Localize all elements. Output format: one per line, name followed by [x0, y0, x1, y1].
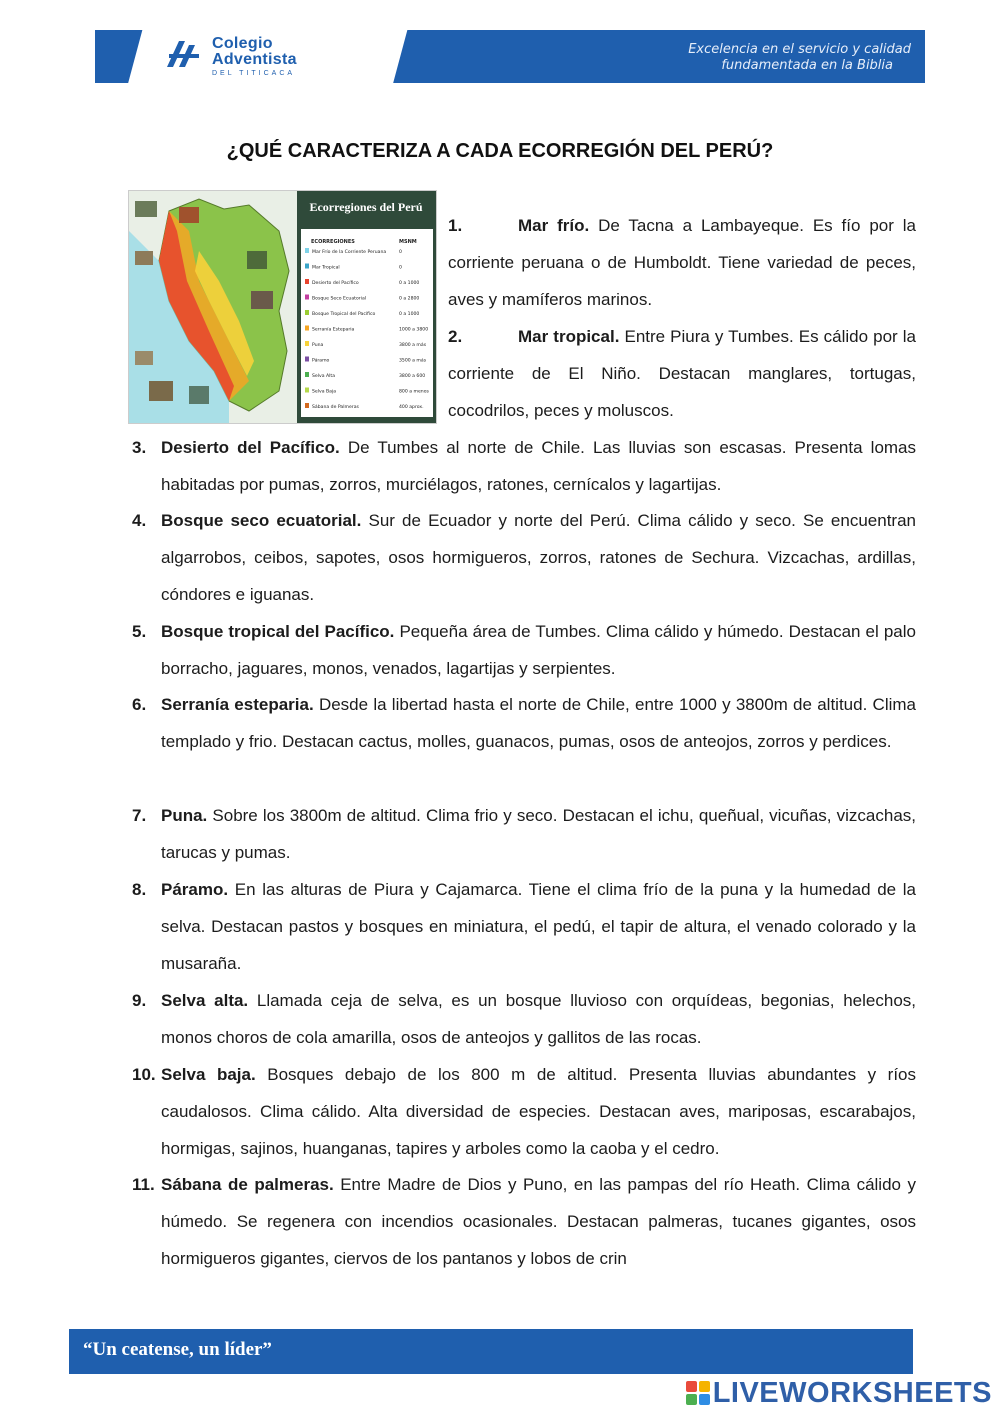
item-title: Mar frío.	[518, 216, 590, 235]
item-text: Bosques debajo de los 800 m de altitud. Presenta lluvias abundantes y ríos caudalosos. Clima cálido. Alta diversidad de especies. Destacan aves, mariposas, escarabajos, hormigas, sajinos, huanganas, tapires y arboles como la caoba y el cedro.	[161, 1065, 917, 1158]
item-text: Sur de Ecuador y norte del Perú. Clima cálido y seco. Se encuentran algarrobos, ceibos, sapotes, osos hormigueros, zorros, ratones de Sechura. Vizcachas, ardillas, cóndores e iguanas.	[161, 511, 916, 604]
item-title: Bosque seco ecuatorial.	[161, 511, 362, 530]
legend-label: Selva Baja	[312, 389, 337, 395]
legend-swatch	[305, 279, 309, 284]
school-name	[212, 36, 297, 77]
legend-label: Mar Frío de la Corriente Peruana	[312, 250, 387, 255]
item-number: 3.	[132, 438, 147, 457]
legend-label: Desierto del Pacífico	[312, 281, 359, 286]
legend-altitude: 3800 a 600	[399, 374, 426, 379]
item-text: De Tacna a Lambayeque. Es fío por la corriente peruana o de Humboldt. Tiene variedad de peces, aves y mamíferos marinos.	[448, 216, 917, 309]
legend-swatch	[305, 357, 309, 362]
footer-slogan: “Un ceatense, un líder”	[83, 1339, 272, 1360]
footer-banner	[69, 1329, 913, 1374]
school-name-line1: Colegio	[212, 35, 273, 52]
legend-label: Bosque Tropical del Pacífico	[312, 312, 376, 317]
legend-swatch	[305, 403, 309, 408]
item-number: 11.	[132, 1175, 155, 1194]
item-number: 6.	[132, 695, 147, 714]
item-text: Pequeña área de Tumbes. Clima cálido y húmedo. Destacan el palo borracho, jaguares, monos, venados, lagartijas y serpientes.	[161, 622, 916, 678]
legend-label: Serranía Esteparia	[312, 327, 355, 333]
header-motto	[611, 42, 911, 74]
legend-altitude: 3500 a más	[399, 358, 427, 364]
item-number: 9.	[132, 991, 147, 1010]
legend-swatch	[305, 341, 309, 346]
legend-label: Páramo	[312, 358, 330, 364]
list-item	[448, 207, 916, 318]
legend-label: Selva Alta	[312, 374, 336, 379]
header-banner	[95, 30, 925, 83]
item-title: Puna.	[161, 806, 208, 825]
list-item	[132, 797, 916, 871]
item-title: Desierto del Pacífico.	[161, 438, 340, 457]
list-item	[132, 686, 916, 760]
school-name-line2: Adventista	[212, 51, 297, 68]
legend-altitude: 800 a menos	[399, 389, 429, 395]
item-number: 5.	[132, 622, 147, 641]
liveworksheets-logo[interactable]	[686, 1376, 992, 1410]
motto-line2: fundamentada en la Biblia	[721, 58, 893, 73]
ecoregions-map-image	[128, 190, 437, 424]
legend-swatch	[305, 372, 309, 377]
list-item	[132, 613, 916, 687]
item-title: Selva baja.	[161, 1065, 256, 1084]
legend-altitude: 3800 a más	[399, 343, 427, 348]
item-title: Mar tropical.	[518, 327, 620, 346]
item-title: Bosque tropical del Pacífico.	[161, 622, 395, 641]
item-number: 2.	[448, 327, 463, 346]
item-title: Sábana de palmeras.	[161, 1175, 334, 1194]
list-item	[132, 429, 916, 503]
item-number: 4.	[132, 511, 147, 530]
item-title: Selva alta.	[161, 991, 249, 1010]
item-text: En las alturas de Piura y Cajamarca. Tiene el clima frío de la puna y la humedad de la selva. Destacan pastos y bosques en miniatura, el pedú, el tapir de altura, el venado colorado y la musaraña.	[161, 880, 916, 973]
school-name-line3: DEL TITICACA	[212, 70, 296, 77]
legend-label: Mar Tropical	[312, 265, 340, 271]
legend-swatch	[305, 295, 309, 300]
item-title: Páramo.	[161, 880, 229, 899]
item-number: 8.	[132, 880, 147, 899]
item-number: 7.	[132, 806, 147, 825]
item-number: 10.	[132, 1065, 156, 1084]
item-text: Entre Madre de Dios y Puno, en las pampas del río Heath. Clima cálido y húmedo. Se regenera con incendios ocasionales. Destacan palmeras, tucanes gigantes, osos hormigueros gigantes, ciervos de los pantanos y lobos de crin	[161, 1175, 916, 1268]
item-title: Serranía esteparia.	[161, 695, 314, 714]
liveworksheets-icon	[686, 1381, 710, 1405]
legend-swatch	[305, 248, 309, 253]
legend-swatch	[305, 326, 309, 331]
map-col-msnm: MSNM	[399, 239, 417, 245]
liveworksheets-brand: LIVEWORKSHEETS	[712, 1376, 992, 1409]
map-col-ecoregions: ECORREGIONES	[311, 239, 355, 245]
map-title: Ecorregiones del Perú	[309, 200, 423, 214]
item-text: Llamada ceja de selva, es un bosque lluvioso con orquídeas, begonias, helechos, monos choros de cola amarilla, osos de anteojos y gallitos de las rocas.	[161, 991, 916, 1047]
item-text: Sobre los 3800m de altitud. Clima frio y seco. Destacan el ichu, queñual, vicuñas, vizcachas, tarucas y pumas.	[161, 806, 916, 862]
legend-altitude: 0 a 1000	[399, 281, 420, 286]
item-text: Entre Piura y Tumbes. Es cálido por la corriente de El Niño. Destacan manglares, tortugas, cocodrilos, peces y moluscos.	[448, 327, 916, 420]
legend-altitude: 0 a 2800	[399, 296, 420, 302]
legend-altitude: 1000 a 3800	[399, 327, 429, 333]
legend-altitude: 400 aprox.	[399, 405, 424, 410]
legend-swatch	[305, 388, 309, 393]
list-item	[132, 871, 916, 982]
motto-line1: Excelencia en el servicio y calidad	[688, 42, 911, 57]
legend-label: Sábana de Palmeras	[312, 405, 359, 410]
legend-altitude: 0	[399, 265, 402, 271]
ecoregions-map-svg	[129, 191, 436, 423]
list-item	[132, 1166, 916, 1277]
list-item	[132, 1056, 916, 1167]
legend-swatch	[305, 310, 309, 315]
legend-swatch	[305, 264, 309, 269]
legend-altitude: 0 a 1000	[399, 312, 420, 317]
item-number: 1.	[448, 216, 463, 235]
school-logo-icon	[165, 39, 201, 69]
legend-altitude: 0	[399, 250, 402, 255]
item-text: Desde la libertad hasta el norte de Chile, entre 1000 y 3800m de altitud. Clima templado y frio. Destacan cactus, molles, guanacos, pumas, osos de anteojos, zorros y perdices.	[161, 695, 916, 751]
item-text: De Tumbes al norte de Chile. Las lluvias son escasas. Presenta lomas habitadas por pumas, zorros, murciélagos, ratones, cernícalos y lagartijas.	[161, 438, 917, 494]
legend-label: Puna	[312, 343, 324, 348]
page-title: ¿QUÉ CARACTERIZA A CADA ECORREGIÓN DEL PERÚ?	[226, 140, 774, 162]
list-item	[132, 502, 916, 613]
list-item	[448, 318, 916, 429]
legend-label: Bosque Seco Ecuatorial	[312, 296, 367, 302]
list-item	[132, 982, 916, 1056]
